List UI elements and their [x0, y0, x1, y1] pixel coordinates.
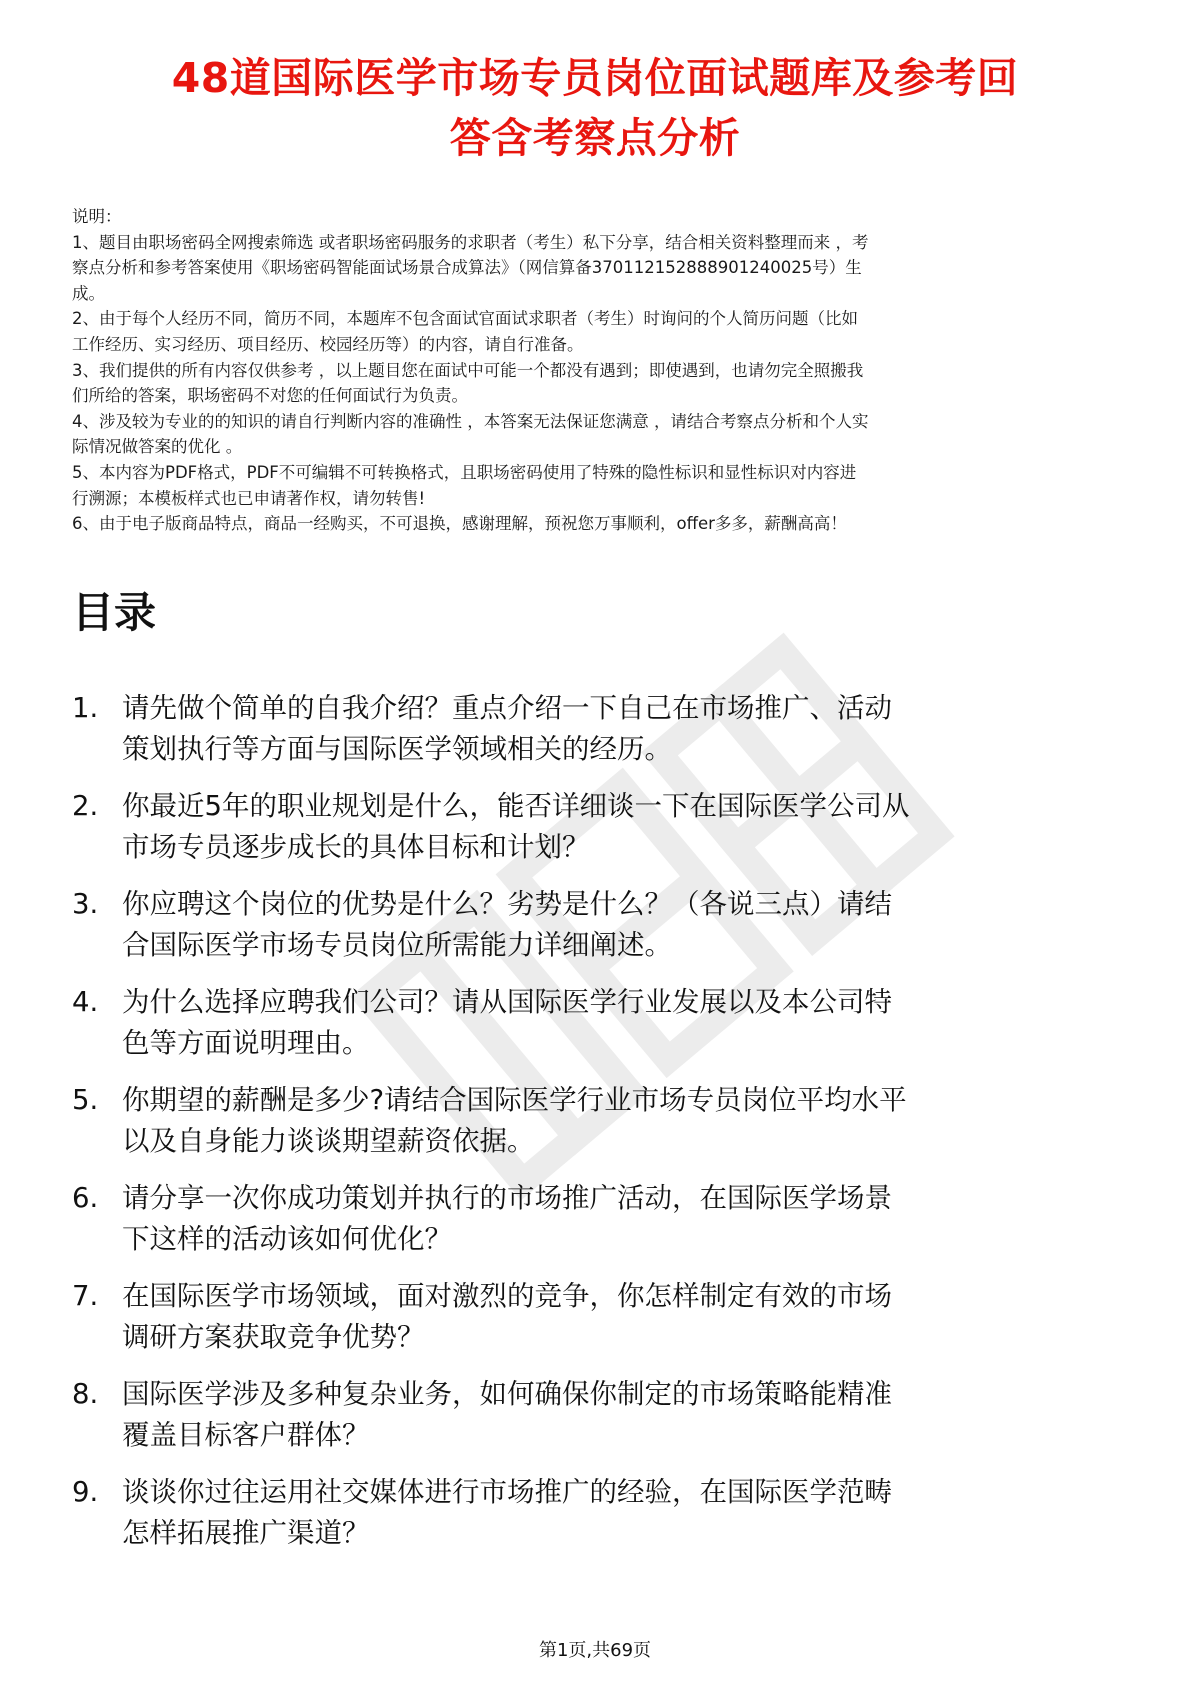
toc-item[interactable] [72, 1178, 1132, 1260]
toc-item-line-1: 国际医学涉及多种复杂业务，如何确保你制定的市场策略能精准 [122, 1378, 892, 1410]
toc-item-line-2: 策划执行等方面与国际医学领域相关的经历。 [122, 733, 672, 765]
toc-item-line-1: 请先做个简单的自我介绍？重点介绍一下自己在市场推广、活动 [122, 692, 892, 724]
notes-line: 成。 [72, 283, 105, 303]
toc-item-line-2: 调研方案获取竞争优势？ [122, 1321, 425, 1353]
notes-line: 1、题目由职场密码全网搜索筛选 或者职场密码服务的求职者（考生）私下分享，结合相关资料整理而来 ，考 [72, 232, 869, 252]
notes-line: 际情况做答案的优化 。 [72, 437, 243, 457]
notes-line: 6、由于电子版商品特点，商品一经购买，不可退换，感谢理解，预祝您万事顺利，offer多多，薪酬高高！ [72, 514, 847, 534]
page-number-footer: 第1页,共69页 [538, 1640, 652, 1661]
toc-item-number: 1. [72, 692, 99, 724]
toc-item-number: 9. [72, 1476, 99, 1508]
notes-heading: 说明： [72, 207, 122, 226]
toc-item-number: 4. [72, 986, 99, 1018]
toc-item-line-1: 你应聘这个岗位的优势是什么？劣势是什么？（各说三点）请结 [122, 888, 892, 920]
toc-item[interactable] [72, 786, 1132, 868]
toc-item-line-1: 请分享一次你成功策划并执行的市场推广活动，在国际医学场景 [122, 1182, 892, 1214]
notes-line: 5、本内容为PDF格式，PDF不可编辑不可转换格式，且职场密码使用了特殊的隐性标识和显性标识对内容进 [72, 462, 857, 482]
toc-item[interactable] [72, 1374, 1132, 1456]
toc-item[interactable] [72, 1472, 1132, 1554]
toc-item-line-2: 下这样的活动该如何优化？ [122, 1223, 452, 1255]
toc-item-line-2: 色等方面说明理由。 [122, 1027, 370, 1059]
toc-item-line-1: 你最近5年的职业规划是什么，能否详细谈一下在国际医学公司从 [122, 790, 910, 822]
toc-item[interactable] [72, 1080, 1132, 1162]
toc-item-line-2: 市场专员逐步成长的具体目标和计划？ [122, 831, 590, 863]
toc-item-number: 3. [72, 888, 99, 920]
toc-item-line-2: 合国际医学市场专员岗位所需能力详细阐述。 [122, 929, 672, 961]
toc-item-number: 7. [72, 1280, 99, 1312]
notes-line: 们所给的答案，职场密码不对您的任何面试行为负责。 [72, 386, 468, 406]
toc-item-line-1: 你期望的薪酬是多少?请结合国际医学行业市场专员岗位平均水平 [122, 1084, 907, 1116]
notes-section [72, 204, 1117, 537]
toc-heading: 目录 [72, 588, 157, 637]
toc-item-number: 2. [72, 790, 99, 822]
toc-item-number: 5. [72, 1084, 99, 1116]
toc-item[interactable] [72, 884, 1132, 966]
title-line-2: 答含考察点分析 [449, 114, 741, 162]
toc-item-line-1: 谈谈你过往运用社交媒体进行市场推广的经验，在国际医学范畴 [122, 1476, 892, 1508]
notes-line: 4、涉及较为专业的的知识的请自行判断内容的准确性 ，本答案无法保证您满意 ，请结合考察点分析和个人实 [72, 411, 869, 431]
toc-item-number: 8. [72, 1378, 99, 1410]
notes-line: 工作经历、实习经历、项目经历、校园经历等）的内容，请自行准备。 [72, 334, 584, 354]
title-line-1: 48道国际医学市场专员岗位面试题库及参考回 [171, 54, 1019, 102]
toc-item[interactable] [72, 1276, 1132, 1358]
toc-item-line-1: 在国际医学市场领域，面对激烈的竞争，你怎样制定有效的市场 [122, 1280, 892, 1312]
notes-line: 察点分析和参考答案使用《职场密码智能面试场景合成算法》（网信算备370112152888901240025号）生 [72, 258, 862, 278]
toc-item-number: 6. [72, 1182, 99, 1214]
toc-item[interactable] [72, 688, 1132, 770]
toc-item-line-2: 覆盖目标客户群体？ [122, 1419, 370, 1451]
toc-list [72, 688, 1132, 1570]
toc-item-line-2: 怎样拓展推广渠道？ [122, 1517, 370, 1549]
notes-line: 3、我们提供的所有内容仅供参考 ，以上题目您在面试中可能一个都没有遇到；即使遇到，也请勿完全照搬我 [72, 360, 864, 380]
toc-item-line-1: 为什么选择应聘我们公司？请从国际医学行业发展以及本公司特 [122, 986, 892, 1018]
toc-item-line-2: 以及自身能力谈谈期望薪资依据。 [122, 1125, 535, 1157]
notes-line: 2、由于每个人经历不同，简历不同，本题库不包含面试官面试求职者（考生）时询问的个人简历问题（比如 [72, 309, 858, 329]
notes-line: 行溯源；本模板样式也已申请著作权，请勿转售! [72, 488, 426, 508]
document-title [60, 48, 1130, 168]
toc-item[interactable] [72, 982, 1132, 1064]
